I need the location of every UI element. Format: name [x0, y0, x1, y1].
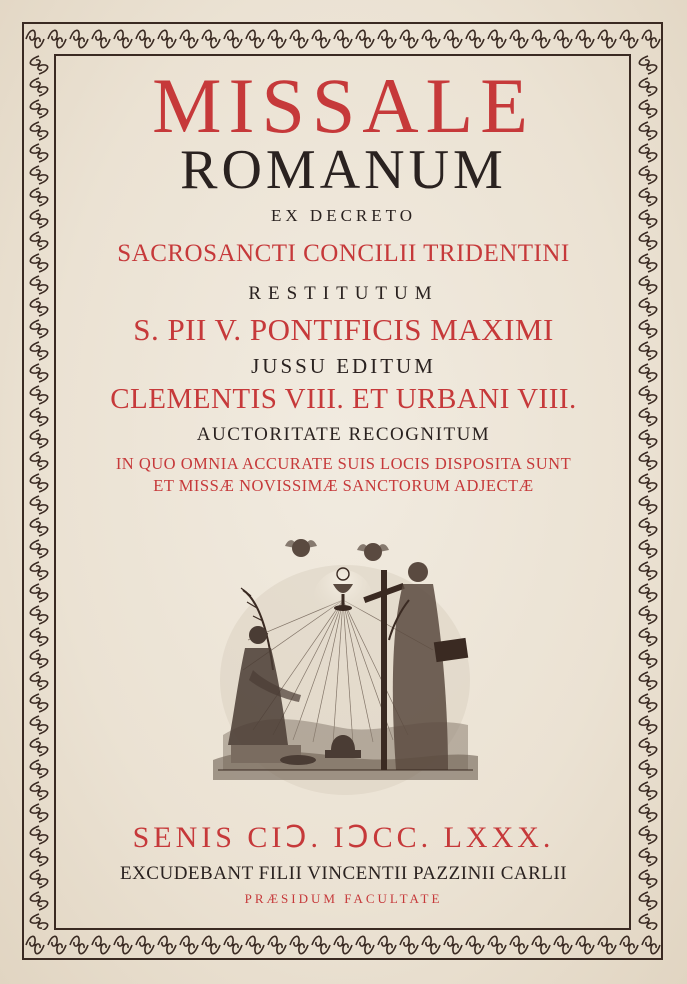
subtitle-jussu-editum: JUSSU EDITUM [251, 354, 436, 378]
ornament-border-bottom [24, 930, 663, 960]
subtitle-missae-novissimae: ET MISSÆ NOVISSIMÆ SANCTORUM ADJECTÆ [153, 476, 534, 495]
subtitle-clementis: CLEMENTIS VIII. ET URBANI VIII. [110, 383, 577, 415]
subtitle-restitutum: RESTITUTUM [248, 283, 439, 304]
ornament-border-top [24, 24, 663, 54]
imprint-permission: PRÆSIDUM FACULTATE [244, 891, 443, 906]
ornament-border-left [24, 54, 54, 930]
imprint-printer: EXCUDEBANT FILII VINCENTII PAZZINII CARLII [119, 863, 568, 884]
title-romanum: ROMANUM [180, 139, 507, 201]
engraved-vignette [213, 530, 478, 795]
subtitle-pii-v: S. PII V. PONTIFICIS MAXIMI [133, 312, 554, 347]
subtitle-concilii: SACROSANCTI CONCILII TRIDENTINI [117, 240, 570, 267]
title-missale: MISSALE [152, 62, 535, 149]
imprint-place-date: SENIS CIↃ. IↃCC. LXXX. [132, 821, 555, 854]
ornament-border-right [633, 54, 663, 930]
subtitle-ex-decreto: EX DECRETO [271, 206, 416, 225]
subtitle-auctoritate: AUCTORITATE RECOGNITUM [196, 424, 491, 445]
subtitle-in-quo-omnia: IN QUO OMNIA ACCURATE SUIS LOCIS DISPOSITA SUNT [115, 454, 572, 473]
